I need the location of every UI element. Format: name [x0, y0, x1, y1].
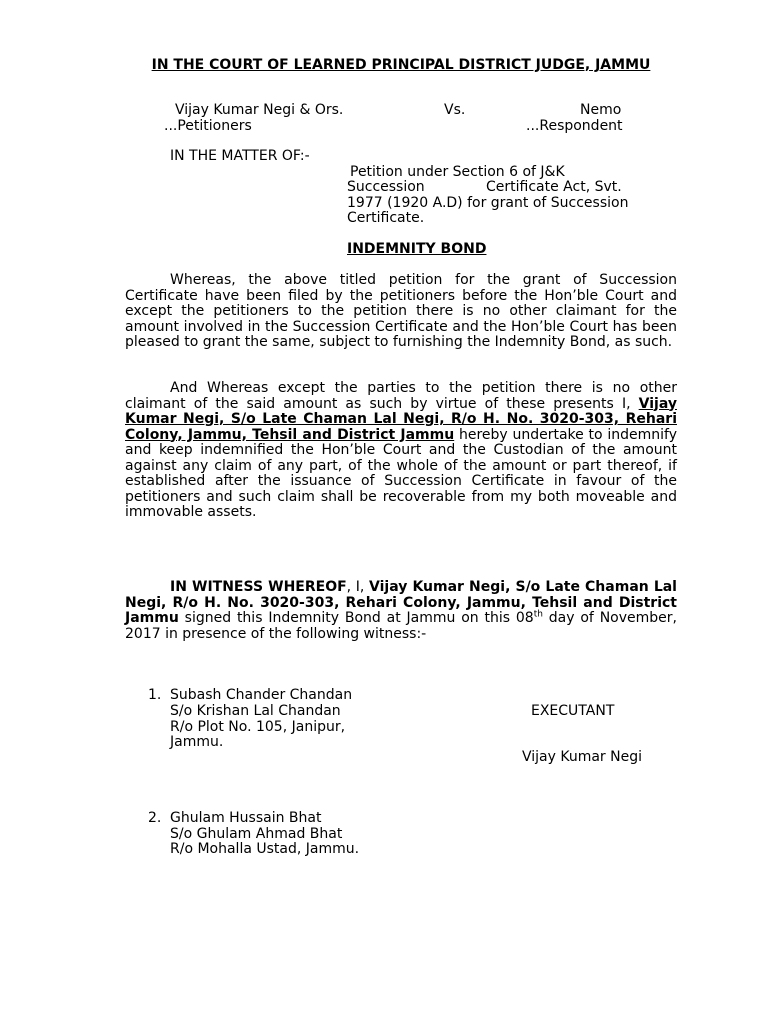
para2-executant-details: Vijay Kumar Negi, S/o Late Chaman Lal Negi, R/o H. No. 3020-303, Rehari Colony, Jammu, Tehsil and District Jammu — [125, 395, 677, 443]
para3-executant-details: Vijay Kumar Negi, S/o Late Chaman Lal Negi, R/o H. No. 3020-303, Rehari Colony, Jammu, Tehsil and District Jammu — [125, 579, 677, 626]
para2-text-pre: And Whereas except the parties to the petition there is no other claimant of the said amount as such by virtue of these presents I, — [125, 380, 677, 412]
para3-text-1: signed this Indemnity Bond at Jammu on this 08 — [178, 610, 534, 626]
respondent-name: Nemo — [580, 102, 622, 118]
matter-line-4: Certificate. — [347, 210, 425, 226]
witness-1-address-1: R/o Plot No. 105, Janipur, — [170, 719, 346, 735]
para3-lead: IN WITNESS WHEREOF — [170, 579, 347, 595]
versus-label: Vs. — [444, 102, 466, 118]
paragraph-and-whereas — [125, 381, 677, 521]
matter-line-2a: Succession — [347, 179, 425, 195]
witness-1-father: S/o Krishan Lal Chandan — [170, 703, 341, 719]
witness-2-number: 2. — [148, 810, 162, 826]
para3-superscript: th — [533, 609, 543, 620]
witness-2-name: Ghulam Hussain Bhat — [170, 810, 322, 826]
court-title: IN THE COURT OF LEARNED PRINCIPAL DISTRICT JUDGE, JAMMU — [151, 57, 651, 73]
petitioner-name: Vijay Kumar Negi & Ors. — [175, 102, 344, 118]
witness-2-father: S/o Ghulam Ahmad Bhat — [170, 826, 343, 842]
matter-line-3: 1977 (1920 A.D) for grant of Succession — [347, 195, 629, 211]
witness-1-number: 1. — [148, 687, 162, 703]
paragraph-witness-whereof — [125, 580, 677, 642]
para3-text-2: day of November, 2017 in presence of the following witness:- — [125, 610, 677, 642]
matter-line-1: Petition under Section 6 of J&K — [350, 164, 565, 180]
witness-2-address: R/o Mohalla Ustad, Jammu. — [170, 841, 360, 857]
respondent-role: ...Respondent — [526, 118, 623, 134]
paragraph-whereas: Whereas, the above titled petition for the grant of Succession Certificate have been filed by the petitioners before the Hon’ble Court and except the petitioners to the petition there is no other claimant for the amount involved in the Succession Certificate and the Hon’ble Court has been pleased to grant the same, subject to furnishing the Indemnity Bond, as such. — [125, 272, 677, 350]
matter-line-2b: Certificate Act, Svt. — [486, 179, 622, 195]
executant-name: Vijay Kumar Negi — [522, 749, 643, 765]
matter-label: IN THE MATTER OF:- — [170, 148, 310, 164]
witness-1-address-2: Jammu. — [170, 734, 224, 750]
bond-heading: INDEMNITY BOND — [347, 241, 487, 257]
para3-mid: , I, — [346, 579, 370, 595]
executant-label: EXECUTANT — [531, 703, 615, 719]
witness-1-name: Subash Chander Chandan — [170, 687, 353, 703]
para2-text-post: hereby undertake to indemnify and keep indemnified the Hon’ble Court and the Custodian of the amount against any claim of any part, of the whole of the amount or part thereof, if established after the issuance of Succession Certificate in favour of the petitioners and such claim shall be recoverable from my both moveable and immovable assets. — [125, 426, 677, 520]
petitioner-role: ...Petitioners — [164, 118, 252, 134]
